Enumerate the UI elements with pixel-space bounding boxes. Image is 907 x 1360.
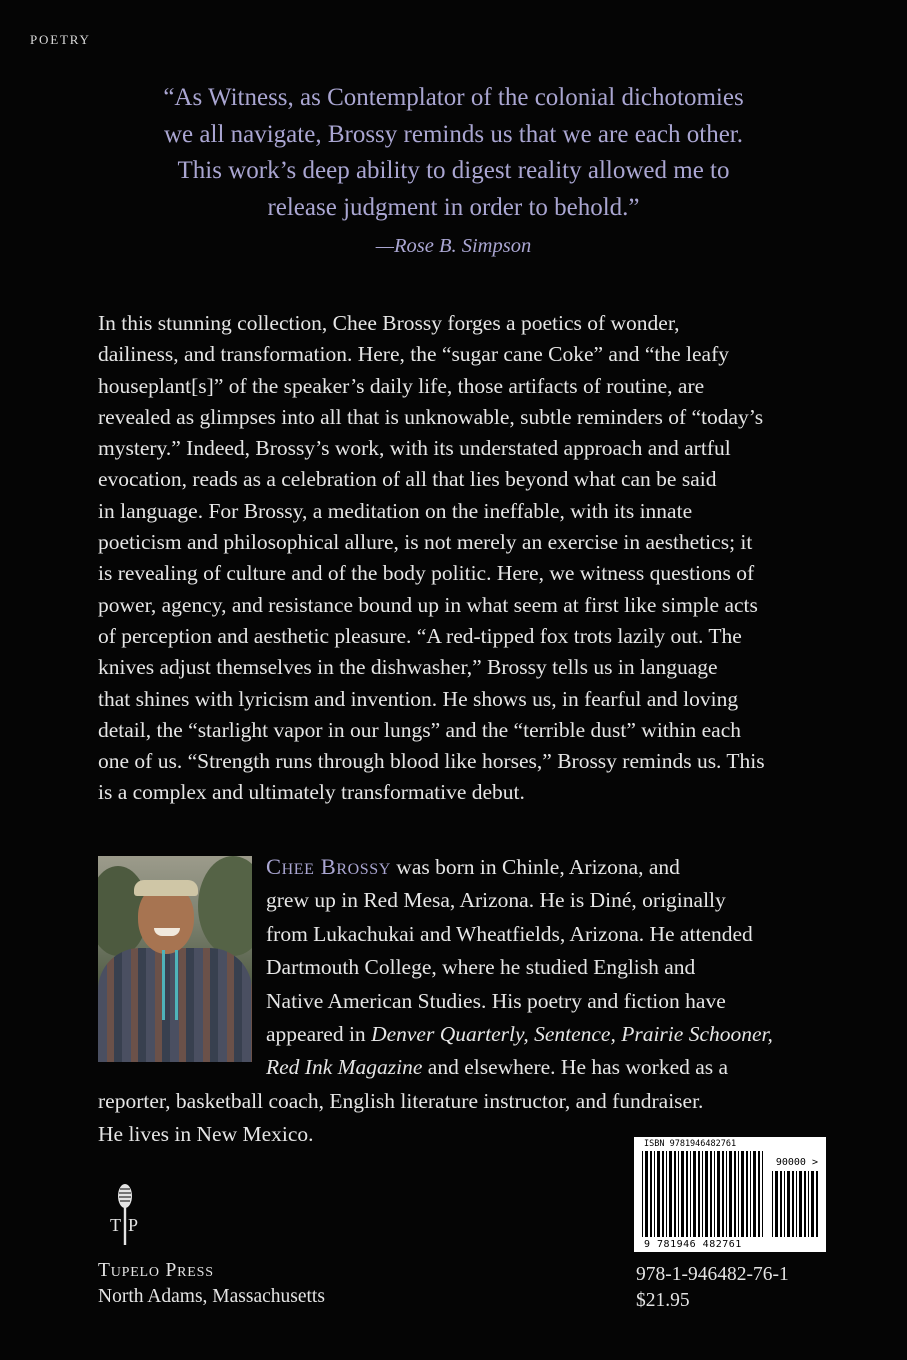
quote-attribution: —Rose B. Simpson [375,235,532,257]
bio-text: grew up in Red Mesa, Arizona. He is Diné, originally [266,888,726,913]
isbn-number: 978-1-946482-76-1 [636,1264,789,1285]
description-line: poeticism and philosophical allure, is not merely an exercise in aesthetics; it [98,530,753,555]
tupelo-tree-logo [108,1183,142,1247]
quote-line: we all navigate, Brossy reminds us that we are each other. [164,120,743,148]
publisher-location: North Adams, Massachusetts [98,1286,325,1307]
bio-text: appeared in [266,1022,372,1047]
description-line: detail, the “starlight vapor in our lungs” and the “terrible dust” within each [98,717,742,742]
barcode-isbn-text: ISBN 9781946482761 [644,1139,737,1149]
description-line: In this stunning collection, Chee Brossy forges a poetics of wonder, [98,311,680,335]
logo-letter: P [128,1215,139,1235]
description-line: that shines with lyricism and invention. He shows us, in fearful and loving [98,686,739,711]
description-line: dailiness, and transformation. Here, the “sugar cane Coke” and “the leafy [98,342,730,367]
description-line: is a complex and ultimately transformative debut. [98,780,525,805]
description-line: houseplant[s]” of the speaker’s daily life, those artifacts of routine, are [98,373,705,398]
description-line: mystery.” Indeed, Brossy’s work, with its understated approach and artful [98,436,731,461]
isbn-price-block [636,1262,789,1314]
bio-text: was born in Chinle, Arizona, and [390,855,680,879]
description-line: in language. For Brossy, a meditation on the ineffable, with its innate [98,498,693,523]
description-line: power, agency, and resistance bound up in what seem at first like simple acts [98,592,758,617]
publication-list: Red Ink Magazine [266,1055,423,1080]
publisher-name: Tupelo Press [98,1260,214,1281]
description-line: evocation, reads as a celebration of all that lies beyond what can be said [98,467,717,492]
quote-line: “As Witness, as Contemplator of the colonial dichotomies [163,84,744,111]
publisher-info [98,1258,325,1310]
bio-text: He lives in New Mexico. [98,1122,314,1147]
price: $21.95 [636,1290,690,1311]
description-line: is revealing of culture and of the body politic. Here, we witness questions of [98,561,755,586]
bio-text: reporter, basketball coach, English literature instructor, and fundraiser. [98,1088,704,1113]
barcode-bars [642,1151,764,1237]
logo-letter: T [110,1215,121,1235]
bio-text: and elsewhere. He has worked as a [422,1055,729,1080]
barcode-price-code: 90000 > [775,1157,818,1168]
description-line: knives adjust themselves in the dishwasher,” Brossy tells us in language [98,655,718,680]
quote-line: release judgment in order to behold.” [267,193,640,221]
book-description [98,308,838,809]
bio-text: from Lukachukai and Wheatfields, Arizona. He attended [266,921,753,946]
endorsement-quote [100,80,807,265]
description-line: of perception and aesthetic pleasure. “A red-tipped fox trots lazily out. The [98,623,742,648]
price-barcode-bars [772,1171,818,1237]
category-label: POETRY [30,32,91,47]
author-name: Chee Brossy [266,854,391,879]
isbn-barcode [634,1137,826,1252]
publication-list: Denver Quarterly, Sentence, Prairie Schooner, [371,1022,773,1047]
author-bio [98,850,843,1152]
description-line: revealed as glimpses into all that is unknowable, subtle reminders of “today’s [98,404,764,429]
barcode-digits: 9 781946 482761 [644,1239,742,1250]
description-line: one of us. “Strength runs through blood like horses,” Brossy reminds us. This [98,749,765,774]
bio-text: Dartmouth College, where he studied English and [266,955,696,980]
bio-text: Native American Studies. His poetry and fiction have [266,988,726,1013]
quote-line: This work’s deep ability to digest reality allowed me to [177,157,730,184]
